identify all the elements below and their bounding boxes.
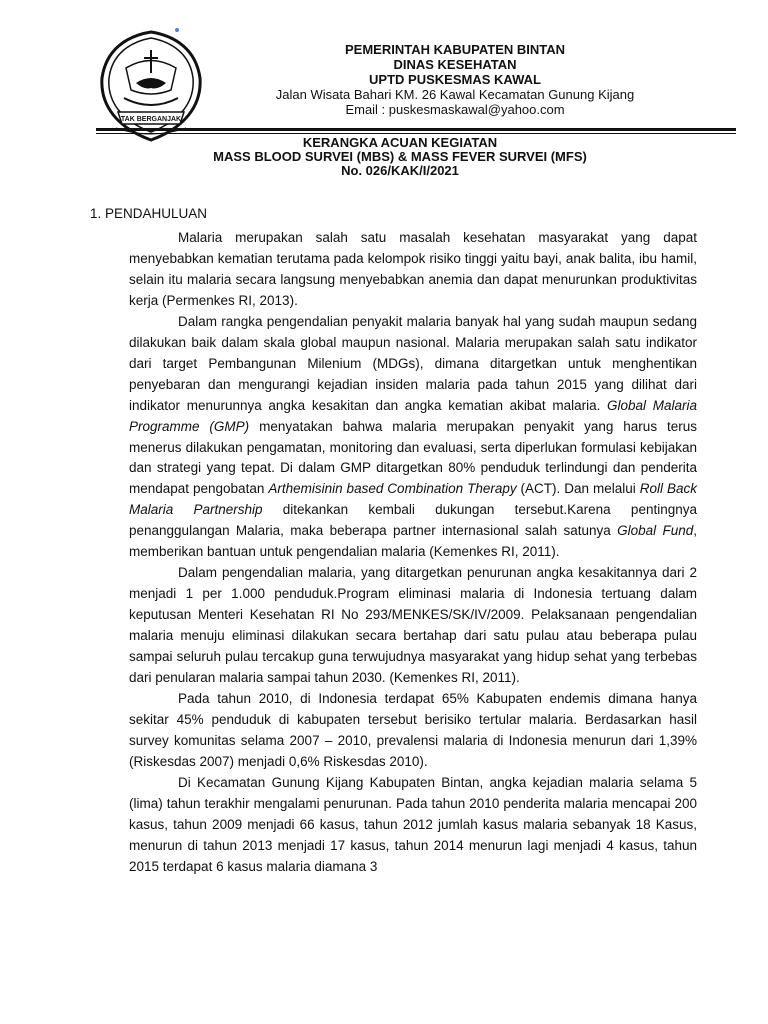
italic-term: Arthemisinin based Combination Therapy — [268, 481, 517, 497]
title-line-2: MASS BLOOD SURVEI (MBS) & MASS FEVER SURVEI (MFS) — [213, 149, 587, 164]
paragraph-text: menyatakan bahwa malaria merupakan penyakit yang harus terus menerus dilakukan pengamatan, monitoring dan evaluasi, serta diperlukan formulasi kebijakan dan strategi yang tepat. Di dalam GMP ditargetkan 80% penduduk terlindungi dan penderita mendapat pengobatan — [129, 418, 697, 497]
section-heading: 1. PENDAHULUAN — [90, 206, 208, 221]
body-paragraph — [129, 563, 697, 689]
paragraph-text: ditekankan kembali dukungan tersebut.Karena pentingnya penanggulangan Malaria, maka beberapa partner internasional salah satunya — [129, 502, 697, 539]
letterhead — [220, 42, 690, 117]
paragraph-text: (ACT). Dan melalui — [516, 481, 640, 497]
letterhead-thin-rule — [96, 133, 736, 134]
title-number: No. 026/KAK/I/2021 — [341, 163, 459, 178]
body-paragraph — [129, 689, 697, 773]
letterhead-thick-rule — [96, 128, 736, 131]
italic-term: Global Malaria Programme (GMP) — [129, 397, 697, 434]
emblem-motto: TAK BERGANJAK — [120, 116, 182, 123]
document-body — [129, 228, 697, 878]
italic-term: Roll Back Malaria Partnership — [129, 481, 697, 518]
paragraph-text: Di Kecamatan Gunung Kijang Kabupaten Bintan, angka kejadian malaria selama 5 (lima) tahun terakhir mengalami penurunan. Pada tahun 2010 penderita malaria mencapai 200 kasus, tahun 2009 menjadi 66 kasus, tahun 2012 jumlah kasus malaria sebanyak 18 Kasus, menurun di tahun 2013 menjadi 17 kasus, tahun 2014 menurun lagi menjadi 4 kasus, tahun 2015 terdapat 6 kasus malaria diamana 3 — [129, 774, 697, 874]
body-paragraph — [129, 773, 697, 878]
title-line-1: KERANGKA ACUAN KEGIATAN — [302, 135, 498, 150]
letterhead-unit: UPTD PUSKESMAS KAWAL — [369, 72, 541, 87]
letterhead-address: Jalan Wisata Bahari KM. 26 Kawal Kecamatan Gunung Kijang — [275, 87, 635, 102]
paragraph-text: Dalam rangka pengendalian penyakit malaria banyak hal yang sudah maupun sedang dilakukan baik dalam skala global maupun nasional. Malaria merupakan salah satu indikator dari target Pembangunan Milenium (MDGs), dimana ditargetkan untuk menghentikan penyebaran dan mengurangi kejadian insiden malaria pada tahun 2015 yang dilihat dari indikator menurunnya angka kesakitan dan angka kematian akibat malaria. — [129, 313, 697, 413]
body-paragraph — [129, 228, 697, 312]
italic-term: Global Fund — [617, 523, 694, 539]
body-paragraph — [129, 312, 697, 563]
letterhead-department: DINAS KESEHATAN — [393, 57, 517, 72]
letterhead-email: Email : puskesmaskawal@yahoo.com — [345, 102, 565, 117]
paragraph-text: Dalam pengendalian malaria, yang ditargetkan penurunan angka kesakitannya dari 2 menjadi 1 per 1.000 penduduk.Program eliminasi malaria di Indonesia tertuang dalam keputusan Menteri Kesehatan RI No 293/MENKES/SK/IV/2009. Pelaksanaan pengendalian malaria menuju eliminasi dilakukan secara bertahap dari satu pulau atau beberapa pulau sampai seluruh pulau tercakup guna terwujudnya masyarakat yang hidup sehat yang terbebas dari penularan malaria sampai tahun 2030. (Kemenkes RI, 2011). — [129, 565, 697, 686]
paragraph-text: Malaria merupakan salah satu masalah kesehatan masyarakat yang dapat menyebabkan kematian terutama pada kelompok risiko tinggi yaitu bayi, anak balita, ibu hamil, selain itu malaria secara langsung menyebabkan anemia dan dapat menurunkan produktivitas kerja (Permenkes RI, 2013). — [129, 230, 697, 308]
paragraph-text: Pada tahun 2010, di Indonesia terdapat 65% Kabupaten endemis dimana hanya sekitar 45% penduduk di kabupaten tersebut berisiko tertular malaria. Berdasarkan hasil survey komunitas selama 2007 – 2010, prevalensi malaria di Indonesia menurun dari 1,39% (Riskesdas 2007) menjadi 0,6% Riskesdas 2010). — [129, 690, 697, 769]
letterhead-government: PEMERINTAH KABUPATEN BINTAN — [344, 42, 566, 57]
paragraph-text: , memberikan bantuan untuk pengendalian malaria (Kemenkes RI, 2011). — [129, 523, 698, 560]
document-title — [150, 136, 650, 178]
